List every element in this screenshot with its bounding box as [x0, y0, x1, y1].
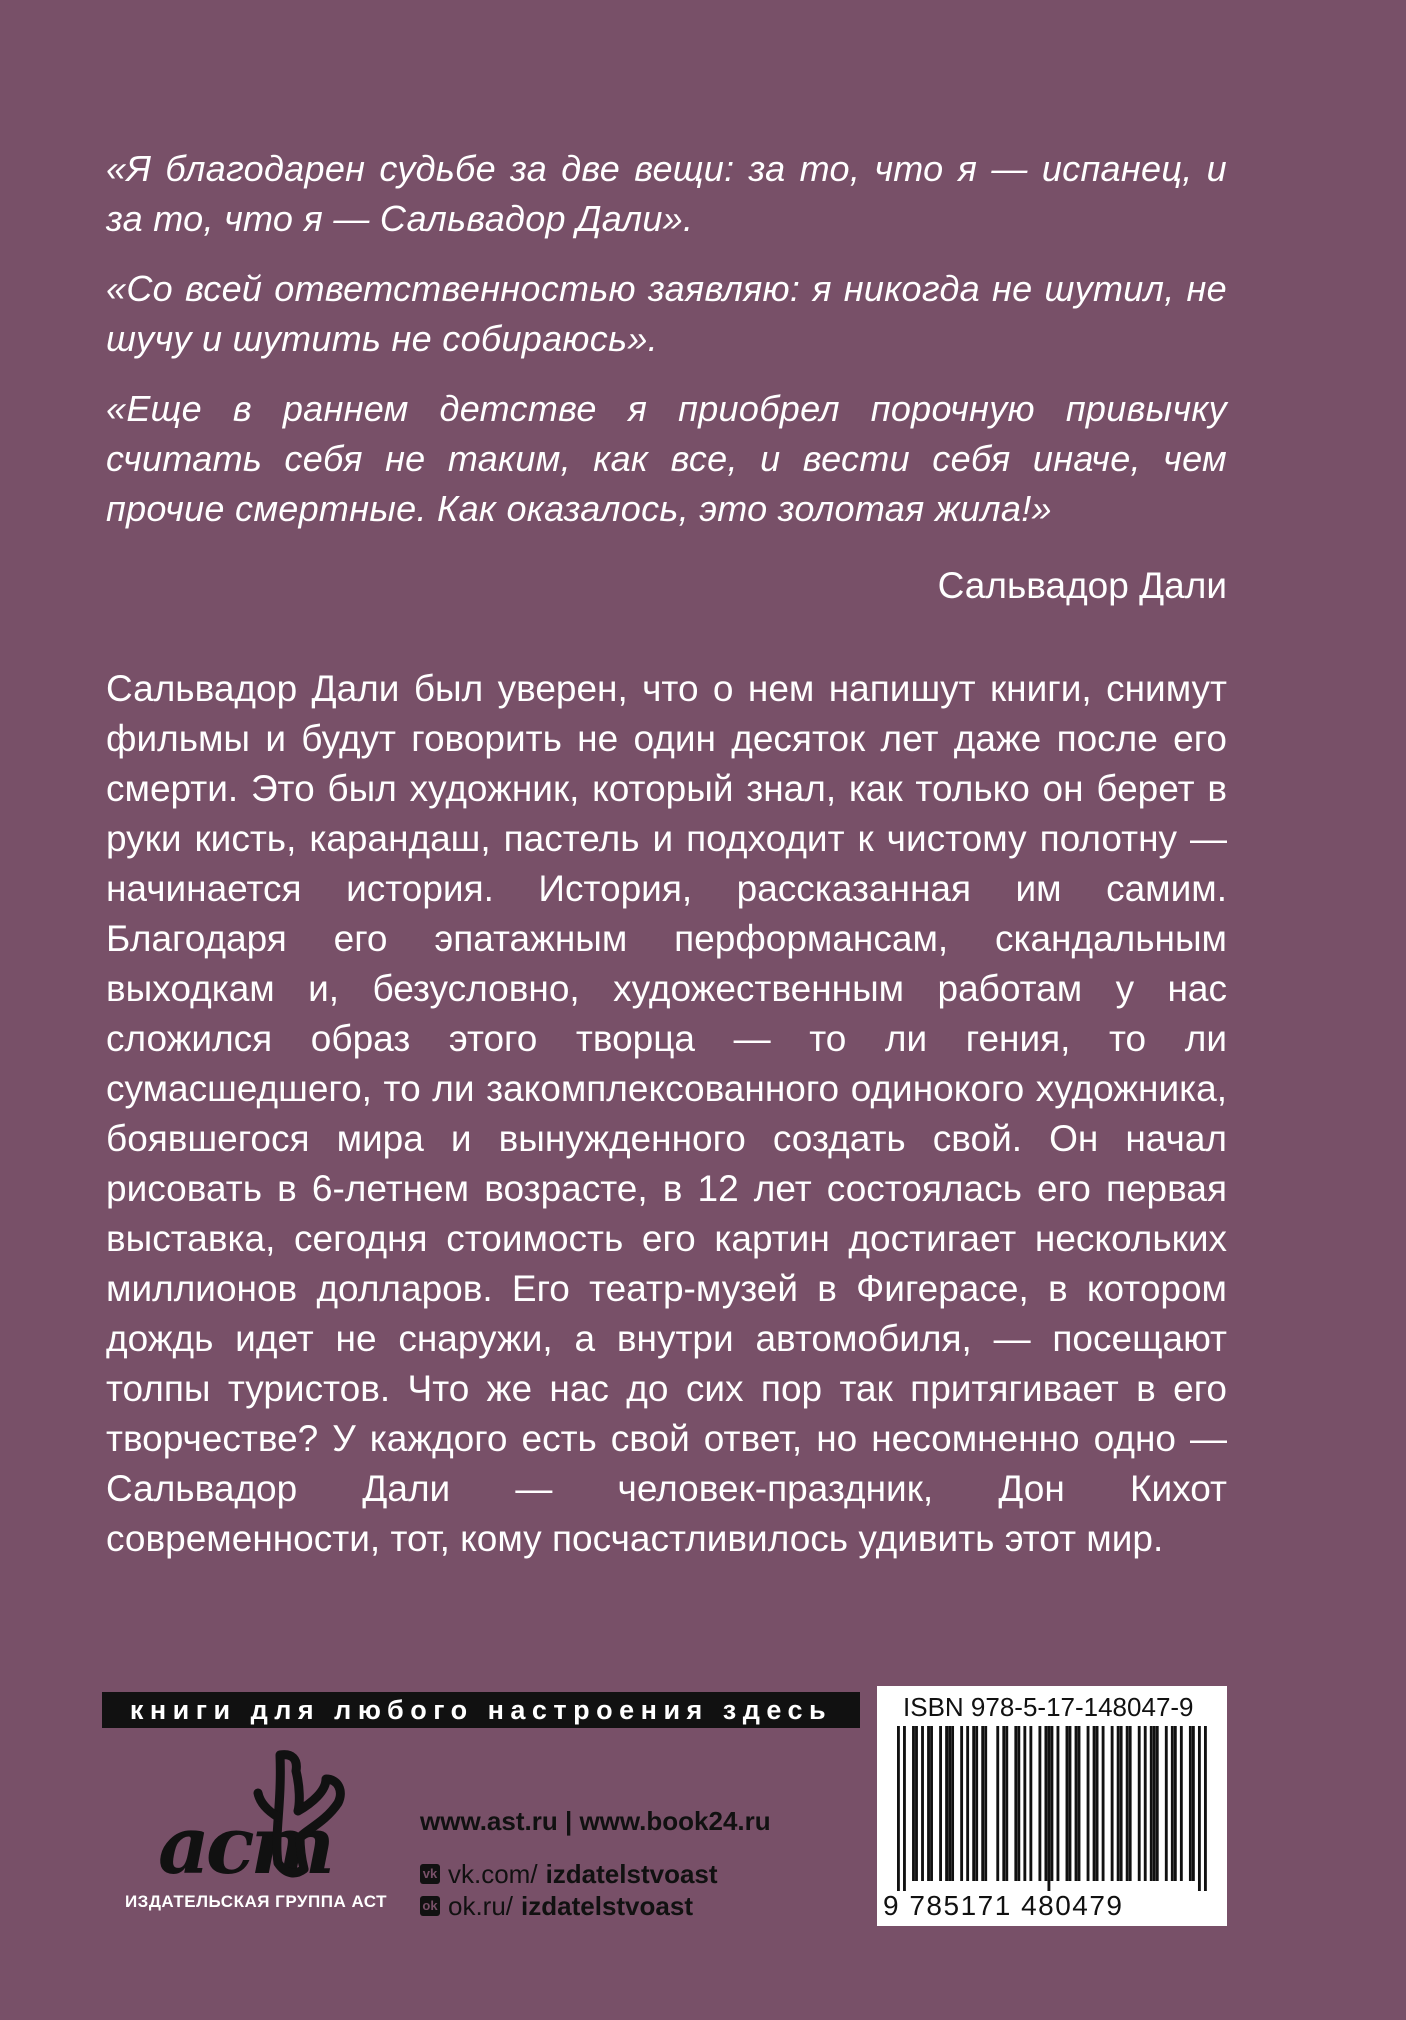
barcode-bar: [897, 1726, 900, 1891]
barcode-bar: [984, 1726, 987, 1881]
barcode-bar: [1198, 1726, 1201, 1891]
barcode-bar: [948, 1726, 951, 1881]
barcode-bar: [1066, 1726, 1069, 1881]
barcode-bar: [930, 1726, 933, 1881]
barcode-bar: [921, 1726, 924, 1881]
barcode-bar: [939, 1726, 942, 1881]
ast-logo: [150, 1745, 350, 1885]
barcode-bar: [1017, 1726, 1020, 1881]
barcode-bar: [915, 1726, 918, 1881]
barcode-bar: [1069, 1726, 1072, 1881]
barcode-bar: [1117, 1726, 1120, 1881]
quote-author: Сальвадор Дали: [937, 565, 1227, 606]
barcode-bar: [981, 1726, 984, 1881]
vk-link[interactable]: [420, 1858, 718, 1890]
barcode-bar: [1093, 1726, 1096, 1881]
barcode-bar: [966, 1726, 969, 1881]
quote-2: «Со всей ответственностью заявляю: я никогда не шутил, не шучу и шутить не собираюсь».: [106, 268, 1227, 359]
barcode-bar: [1044, 1726, 1047, 1881]
barcode-bar: [1029, 1726, 1032, 1881]
barcode-bar: [1153, 1726, 1156, 1881]
description-block: [106, 664, 1227, 1564]
barcode-bar: [996, 1726, 999, 1881]
barcode-bar: [1150, 1726, 1153, 1881]
barcode-icon: [897, 1726, 1207, 1891]
social-links: [420, 1858, 718, 1922]
barcode-bar: [972, 1726, 975, 1881]
vk-handle: izdatelstvoast: [545, 1859, 718, 1889]
barcode-bar: [1156, 1726, 1159, 1881]
barcode-bar: [1023, 1726, 1026, 1881]
barcode-bar: [1174, 1726, 1177, 1881]
websites-line[interactable]: www.ast.ru | www.book24.ru: [420, 1806, 771, 1836]
ok-icon: ok: [420, 1896, 440, 1916]
barcode-digits: 9 785171 480479: [883, 1890, 1124, 1921]
quote-3: «Еще в раннем детстве я приобрел порочную привычку считать себя не таким, как все, и вести себя иначе, чем прочие смертные. Как оказалось, это золотая жила!»: [106, 388, 1227, 529]
barcode-bar: [1047, 1726, 1050, 1891]
barcode-bar: [1014, 1726, 1017, 1881]
barcode-bar: [1051, 1726, 1054, 1881]
barcode-bar: [951, 1726, 954, 1881]
barcode-bar: [1204, 1726, 1207, 1891]
barcode-bar: [927, 1726, 930, 1881]
barcode-bar: [1171, 1726, 1174, 1881]
barcode-bar: [1126, 1726, 1129, 1881]
barcode-bar: [1075, 1726, 1078, 1881]
barcode-bar: [1078, 1726, 1081, 1881]
quote-1: «Я благодарен судьбе за две вещи: за то, что я — испанец, и за то, что я — Сальвадор Дали».: [106, 148, 1227, 239]
barcode-bar: [1120, 1726, 1123, 1881]
barcode-bar: [1102, 1726, 1105, 1881]
vk-prefix: vk.com/: [448, 1859, 538, 1889]
barcode-bar: [1192, 1726, 1195, 1881]
barcode-box: [877, 1686, 1227, 1926]
barcode-bar: [1180, 1726, 1183, 1881]
barcode-bar: [1038, 1726, 1041, 1881]
isbn-label: ISBN 978-5-17-148047-9: [903, 1692, 1194, 1722]
barcode-bar: [912, 1726, 915, 1881]
tagline-banner: книги для любого настроения здесь: [102, 1692, 860, 1728]
barcode-bar: [1111, 1726, 1114, 1881]
barcode-bar: [1005, 1726, 1008, 1881]
quotes-block: [106, 144, 1227, 554]
barcode-bar: [1096, 1726, 1099, 1881]
description-text: Сальвадор Дали был уверен, что о нем напишут книги, снимут фильмы и будут говорить не один десяток лет даже после его смерти. Это был художник, который знал, как только он берет в руки кисть, карандаш, пастель и подходит к чистому полотну — начинается история. История, рассказанная им самим. Благодаря его эпатажным перформансам, скандальным выходкам и, безусловно, художественным работам у нас сложился образ этого творца — то ли гения, то ли сумасшедшего, то ли закомплексованного одинокого художника, боявшегося мира и вынужденного создать свой. Он начал рисовать в 6-летнем возрасте, в 12 лет состоялась его первая выставка, сегодня стоимость его картин достигает нескольких миллионов долларов. Его театр-музей в Фигерасе, в котором дождь идет не снаружи, а внутри автомобиля, — посещают толпы туристов. Что же нас до сих пор так притягивает в его творчестве? У каждого есть свой ответ, но несомненно одно — Сальвадор Дали — человек-праздник, Дон Кихот современности, тот, кому посчастливилось удивить этот мир.: [106, 668, 1227, 1559]
ok-prefix: ok.ru/: [448, 1891, 514, 1921]
barcode-bar: [1129, 1726, 1132, 1881]
barcode-bar: [945, 1726, 948, 1881]
ok-handle: izdatelstvoast: [521, 1891, 693, 1921]
barcode-bar: [903, 1726, 906, 1891]
ast-logo-text: аст: [158, 1798, 332, 1885]
barcode-bar: [975, 1726, 978, 1881]
barcode-bar: [1138, 1726, 1141, 1881]
barcode-bar: [1057, 1726, 1060, 1881]
publisher-name: ИЗДАТЕЛЬСКАЯ ГРУППА АСТ: [124, 1892, 388, 1911]
barcode-bar: [1165, 1726, 1168, 1881]
barcode-bar: [1189, 1726, 1192, 1881]
vk-icon: vk: [420, 1864, 440, 1884]
barcode-bar: [1144, 1726, 1147, 1881]
barcode-bar: [1002, 1726, 1005, 1881]
ok-link[interactable]: [420, 1890, 718, 1922]
barcode-bar: [1087, 1726, 1090, 1881]
barcode-bar: [960, 1726, 963, 1881]
